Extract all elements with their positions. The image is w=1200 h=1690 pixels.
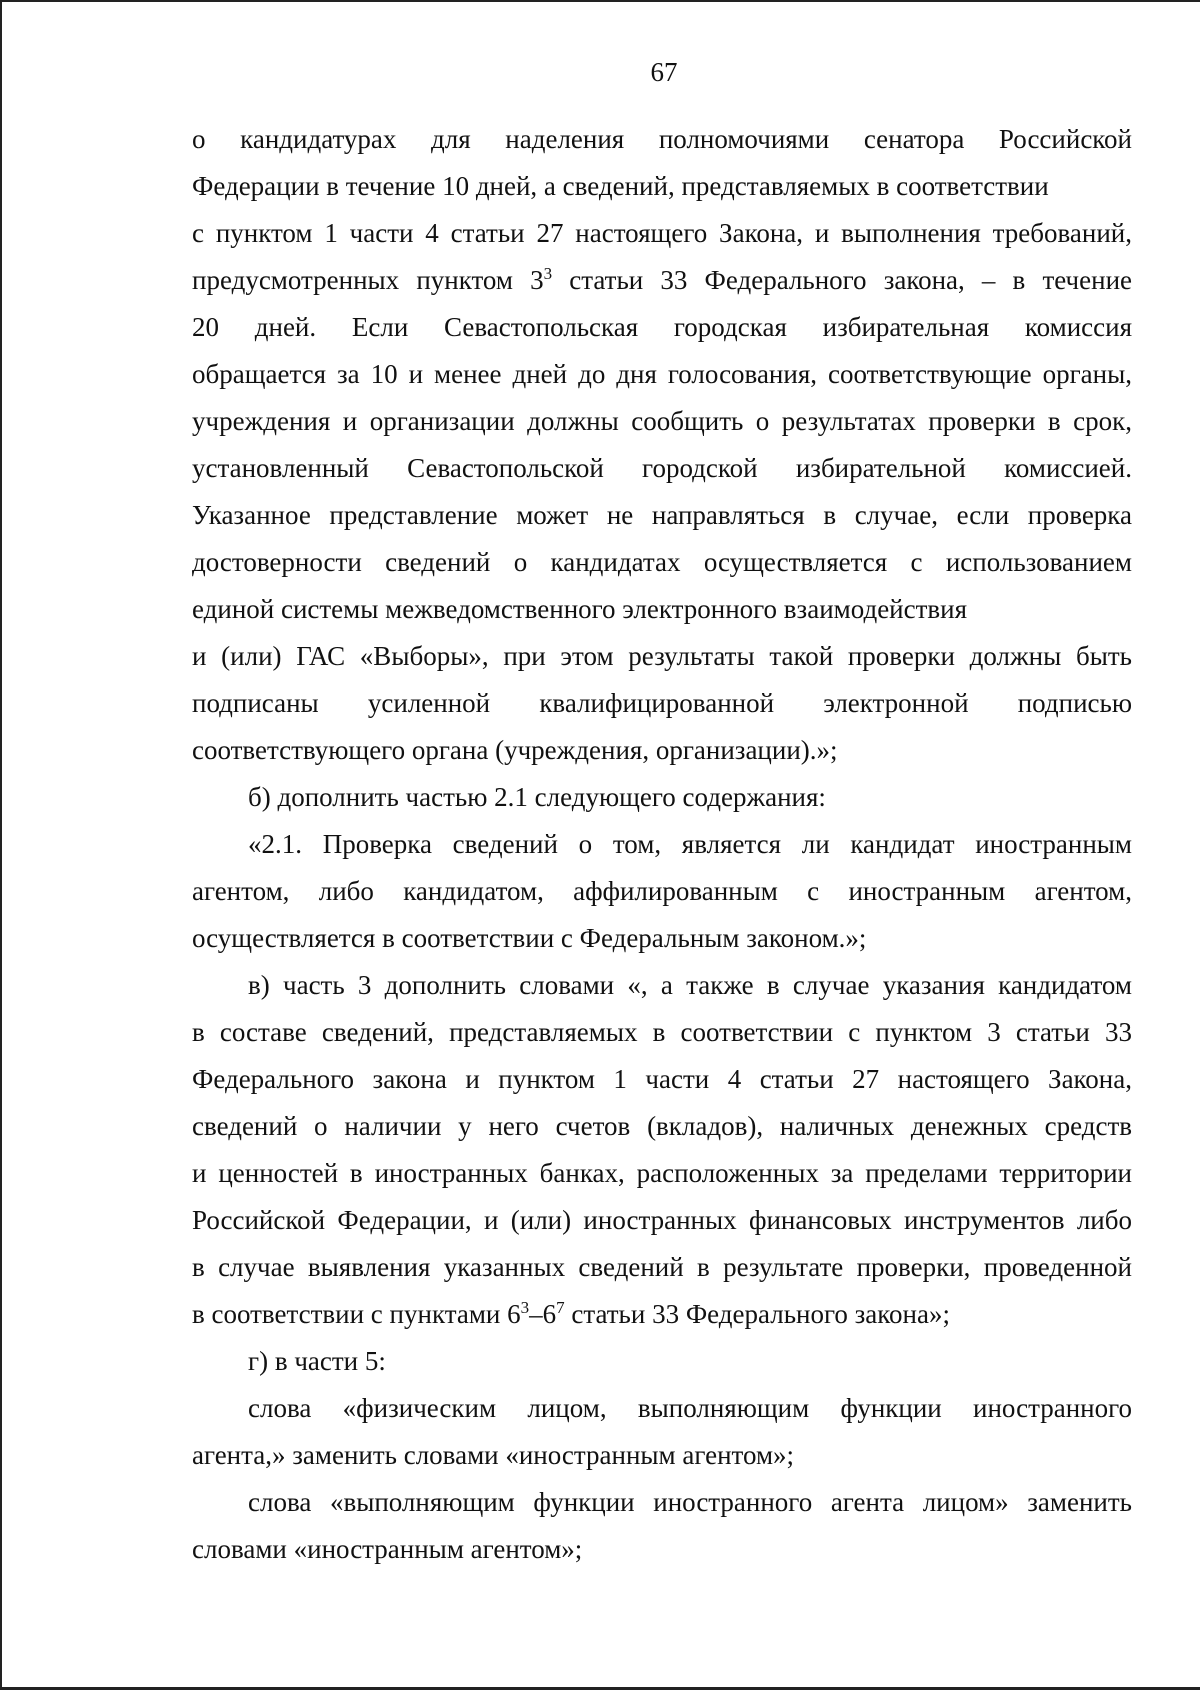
- text-line: достоверности сведений о кандидатах осуществляется с использованием: [192, 547, 1132, 577]
- text-line: и (или) ГАС «Выборы», при этом результаты такой проверки должны быть: [192, 641, 1132, 671]
- text-line: в) часть 3 дополнить словами «, а также в случае указания кандидатом: [248, 970, 1132, 1000]
- text-fragment: –6: [529, 1299, 557, 1329]
- text-line: слова «выполняющим функции иностранного агента лицом» заменить: [248, 1487, 1132, 1517]
- text-line: в составе сведений, представляемых в соответствии с пунктом 3 статьи 33: [192, 1017, 1132, 1047]
- text-line: 20 дней. Если Севастопольская городская избирательная комиссия: [192, 312, 1132, 342]
- text-line: Федерации в течение 10 дней, а сведений, представляемых в соответствии: [192, 171, 1049, 201]
- text-line: и ценностей в иностранных банках, расположенных за пределами территории: [192, 1158, 1132, 1188]
- text-line: подписаны усиленной квалифицированной электронной подписью: [192, 688, 1132, 718]
- text-fragment: в соответствии с пунктами 6: [192, 1299, 521, 1329]
- text-line: сведений о наличии у него счетов (вкладов), наличных денежных средств: [192, 1111, 1132, 1141]
- page-number: 67: [650, 57, 678, 87]
- superscript: 3: [520, 1298, 530, 1317]
- document-body: [192, 116, 1132, 1573]
- text-fragment: статьи 33 Федерального закона, – в течение: [552, 265, 1132, 295]
- text-line: осуществляется в соответствии с Федеральным законом.»;: [192, 923, 867, 953]
- text-line: Указанное представление может не направляться в случае, если проверка: [192, 500, 1132, 530]
- text-line: Российской Федерации, и (или) иностранных финансовых инструментов либо: [192, 1205, 1132, 1235]
- superscript: 3: [543, 264, 553, 283]
- text-line: «2.1. Проверка сведений о том, является ли кандидат иностранным: [248, 829, 1132, 859]
- scan-border-top: [0, 0, 1200, 2]
- scan-border-left: [0, 0, 2, 1690]
- text-line: установленный Севастопольской городской избирательной комиссией.: [192, 453, 1132, 483]
- text-line: в случае выявления указанных сведений в результате проверки, проведенной: [192, 1252, 1132, 1282]
- text-line: г) в части 5:: [248, 1346, 386, 1376]
- text-line: с пунктом 1 части 4 статьи 27 настоящего Закона, и выполнения требований,: [192, 218, 1132, 248]
- text-line: [192, 1291, 1132, 1338]
- text-line: учреждения и организации должны сообщить о результатах проверки в срок,: [192, 406, 1132, 436]
- text-fragment: статьи 33 Федерального закона»;: [564, 1299, 950, 1329]
- text-line: единой системы межведомственного электронного взаимодействия: [192, 594, 968, 624]
- text-line: Федерального закона и пунктом 1 части 4 статьи 27 настоящего Закона,: [192, 1064, 1132, 1094]
- text-line: обращается за 10 и менее дней до дня голосования, соответствующие органы,: [192, 359, 1132, 389]
- text-fragment: предусмотренных пунктом 3: [192, 265, 544, 295]
- text-line: слова «физическим лицом, выполняющим функции иностранного: [248, 1393, 1132, 1423]
- text-line: соответствующего органа (учреждения, организации).»;: [192, 735, 838, 765]
- text-line: агента,» заменить словами «иностранным агентом»;: [192, 1440, 795, 1470]
- text-line: словами «иностранным агентом»;: [192, 1534, 583, 1564]
- superscript: 7: [556, 1298, 565, 1317]
- text-line: [192, 257, 1132, 304]
- text-line: б) дополнить частью 2.1 следующего содержания:: [248, 782, 826, 812]
- text-line: о кандидатурах для наделения полномочиями сенатора Российской: [192, 124, 1132, 154]
- text-line: агентом, либо кандидатом, аффилированным с иностранным агентом,: [192, 876, 1132, 906]
